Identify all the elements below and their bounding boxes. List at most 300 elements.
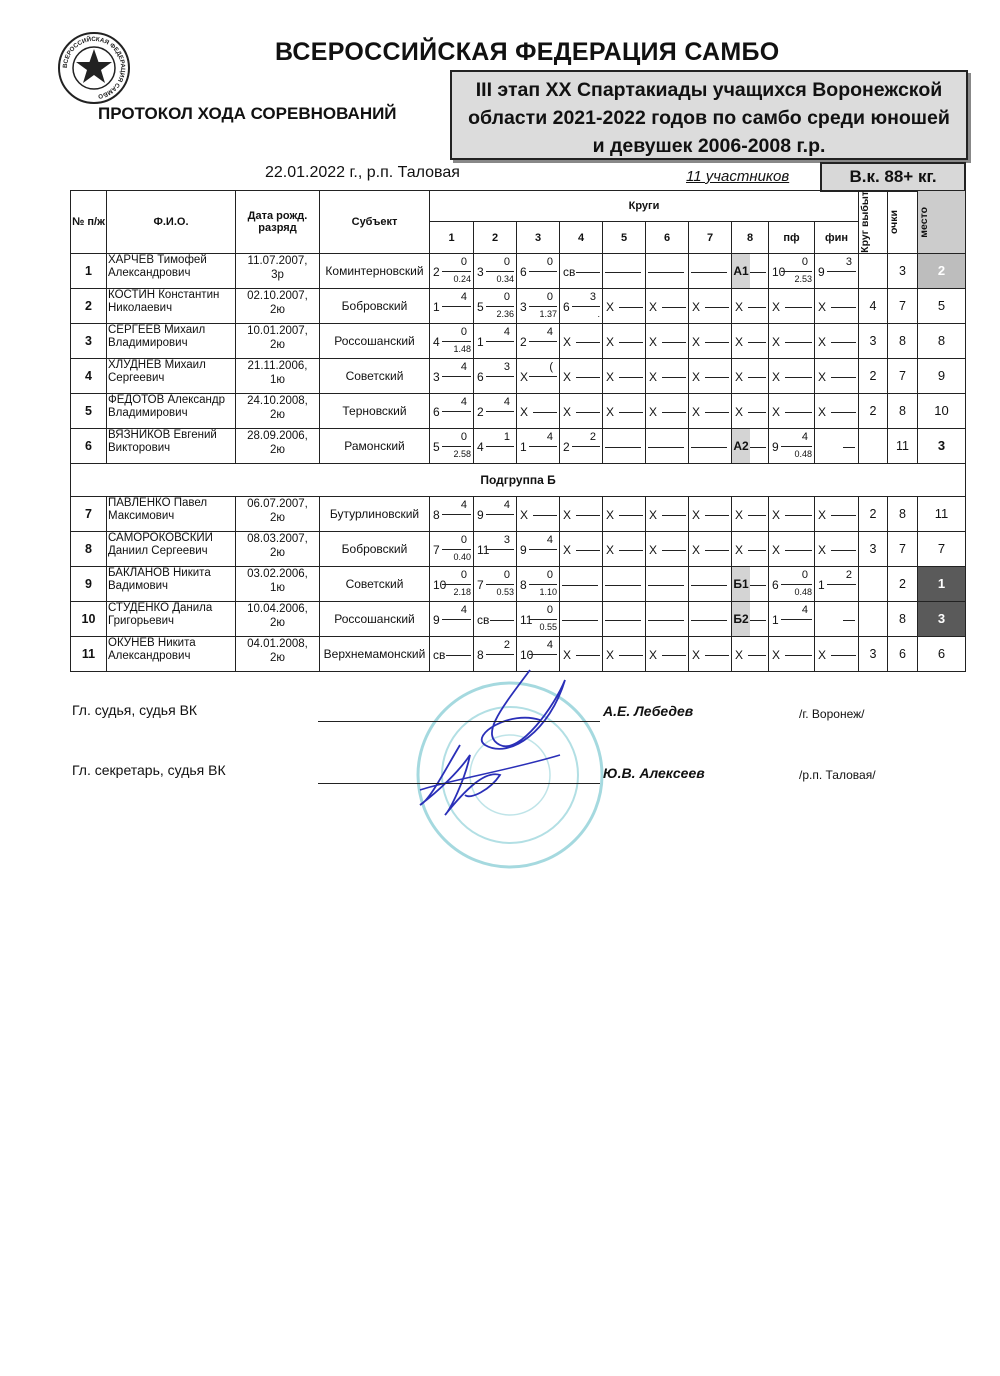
bout-score: 0 bbox=[460, 430, 467, 443]
sport-rank: 2ю bbox=[269, 651, 286, 664]
cell-mark: X bbox=[818, 369, 827, 384]
round-cell bbox=[689, 323, 732, 358]
patronymic: Сергеевич bbox=[108, 371, 165, 384]
round-cell bbox=[646, 358, 689, 393]
final-place: 1 bbox=[918, 566, 966, 601]
patronymic: Вадимович bbox=[108, 579, 169, 592]
round-cell bbox=[560, 323, 603, 358]
round-cell bbox=[769, 253, 815, 288]
birth-date: 02.10.2007, bbox=[247, 289, 308, 302]
opponent-number: 1 bbox=[477, 334, 484, 349]
cell-mark: X bbox=[772, 647, 781, 662]
bout-score: 4 bbox=[546, 533, 553, 546]
round-cell bbox=[732, 601, 769, 636]
cell-line bbox=[619, 307, 643, 308]
chief-judge-signature-line bbox=[318, 721, 600, 722]
round-cell bbox=[689, 636, 732, 671]
fraction-line bbox=[442, 376, 471, 377]
opponent-number: 1 bbox=[433, 299, 440, 314]
header-num: № п/ж bbox=[71, 191, 107, 254]
bout-score: 0 bbox=[546, 255, 553, 268]
patronymic: Викторович bbox=[108, 441, 171, 454]
bout-time: 2.53 bbox=[794, 273, 812, 284]
cell-line bbox=[662, 515, 686, 516]
bout-score: 0 bbox=[460, 255, 467, 268]
sport-rank: 2ю bbox=[269, 303, 286, 316]
points: 7 bbox=[888, 358, 918, 393]
header-subject: Субъект bbox=[320, 191, 430, 254]
patronymic: Николаевич bbox=[108, 301, 173, 314]
header-points-label: очки bbox=[888, 209, 901, 234]
round-cell bbox=[815, 358, 859, 393]
cell-line bbox=[705, 515, 729, 516]
birth-date-rank bbox=[236, 636, 320, 671]
event-title-line-1: III этап XX Спартакиады учащихся Воронежской bbox=[475, 79, 943, 101]
cell-mark: X bbox=[735, 404, 744, 419]
round-cell bbox=[603, 636, 646, 671]
bout-time: 0.24 bbox=[453, 273, 471, 284]
participant-number: 5 bbox=[71, 393, 107, 428]
points: 6 bbox=[888, 636, 918, 671]
round-cell bbox=[732, 288, 769, 323]
header-round: 7 bbox=[689, 222, 732, 253]
round-cell bbox=[474, 428, 517, 463]
opponent-number: 2 bbox=[563, 439, 570, 454]
round-cell bbox=[603, 288, 646, 323]
cell-mark: X bbox=[735, 647, 744, 662]
round-cell bbox=[474, 496, 517, 531]
participant-name bbox=[107, 601, 236, 636]
bout-score: 2 bbox=[845, 568, 853, 581]
cell-mark: св bbox=[433, 647, 446, 662]
bout-time: 1.48 bbox=[453, 343, 471, 354]
cell-mark: X bbox=[649, 404, 658, 419]
points: 8 bbox=[888, 601, 918, 636]
points: 8 bbox=[888, 393, 918, 428]
round-cell bbox=[815, 601, 859, 636]
opponent-number: 6 bbox=[477, 369, 484, 384]
round-cell bbox=[769, 428, 815, 463]
round-cell bbox=[517, 253, 560, 288]
cell-line bbox=[576, 515, 600, 516]
header-points bbox=[888, 191, 918, 254]
round-cell bbox=[689, 601, 732, 636]
round-cell bbox=[517, 323, 560, 358]
opponent-number: 6 bbox=[772, 577, 779, 592]
birth-date-rank bbox=[236, 358, 320, 393]
opponent-number: 10 bbox=[520, 647, 534, 662]
round-cell bbox=[815, 428, 859, 463]
cell-line bbox=[750, 585, 766, 586]
fraction-line bbox=[529, 376, 557, 377]
round-cell bbox=[603, 358, 646, 393]
round-cell bbox=[430, 531, 474, 566]
bout-score: 4 bbox=[460, 603, 467, 616]
points: 3 bbox=[888, 253, 918, 288]
participant-name bbox=[107, 636, 236, 671]
participant-number: 9 bbox=[71, 566, 107, 601]
bout-score: 0 bbox=[460, 533, 467, 546]
round-cell bbox=[517, 428, 560, 463]
round-cell bbox=[769, 288, 815, 323]
birth-date-rank bbox=[236, 531, 320, 566]
bout-time: 0.40 bbox=[453, 551, 471, 562]
cell-line bbox=[662, 377, 686, 378]
empty-dash bbox=[605, 272, 641, 273]
round-cell bbox=[560, 531, 603, 566]
round-cell bbox=[474, 601, 517, 636]
round-cell bbox=[474, 288, 517, 323]
chief-secretary-signature-line bbox=[318, 783, 600, 784]
empty-dash bbox=[648, 620, 684, 621]
bout-score: 4 bbox=[546, 325, 553, 338]
cell-mark: X bbox=[772, 404, 781, 419]
bout-score: 4 bbox=[503, 325, 510, 338]
bout-score: 3 bbox=[503, 360, 510, 373]
cell-line bbox=[785, 655, 812, 656]
bout-score: 1 bbox=[503, 430, 510, 443]
header-name: Ф.И.О. bbox=[107, 191, 236, 254]
chief-judge-city: /г. Воронеж/ bbox=[799, 707, 865, 721]
cell-line bbox=[662, 655, 686, 656]
round-cell bbox=[474, 358, 517, 393]
opponent-number: 1 bbox=[772, 612, 779, 627]
empty-dash bbox=[691, 585, 727, 586]
cell-mark: X bbox=[735, 507, 744, 522]
cell-mark: X bbox=[606, 647, 615, 662]
bout-score: 4 bbox=[460, 360, 467, 373]
opponent-number: 7 bbox=[433, 542, 440, 557]
birth-date-rank bbox=[236, 323, 320, 358]
chief-secretary-city: /р.п. Таловая/ bbox=[799, 768, 876, 782]
opponent-number: 5 bbox=[477, 299, 484, 314]
round-cell bbox=[646, 601, 689, 636]
cell-mark: X bbox=[818, 542, 827, 557]
patronymic: Владимирович bbox=[108, 406, 188, 419]
cell-line bbox=[748, 550, 766, 551]
opponent-number: 6 bbox=[563, 299, 570, 314]
round-cell bbox=[815, 393, 859, 428]
surname-given: КОСТИН Константин bbox=[108, 288, 220, 301]
bout-score: 4 bbox=[503, 395, 510, 408]
cell-mark: X bbox=[692, 369, 701, 384]
fraction-line bbox=[442, 446, 471, 447]
round-cell bbox=[560, 288, 603, 323]
round-out bbox=[859, 428, 888, 463]
round-cell bbox=[474, 323, 517, 358]
opponent-number: 8 bbox=[433, 507, 440, 522]
surname-given: БАКЛАНОВ Никита bbox=[108, 566, 211, 579]
birth-date: 24.10.2008, bbox=[247, 394, 308, 407]
header-out-round-label: Круг выбыт bbox=[859, 191, 872, 253]
round-cell bbox=[603, 428, 646, 463]
cell-line bbox=[748, 412, 766, 413]
signature-scribble bbox=[390, 647, 600, 830]
bout-time: 0.55 bbox=[539, 621, 557, 632]
cell-mark: X bbox=[818, 507, 827, 522]
bout-score: ( bbox=[549, 360, 553, 373]
birth-date: 21.11.2006, bbox=[247, 359, 308, 372]
empty-dash bbox=[691, 447, 727, 448]
date-place: 22.01.2022 г., р.п. Таловая bbox=[265, 164, 460, 181]
sport-rank: 2ю bbox=[269, 443, 286, 456]
participant-name bbox=[107, 566, 236, 601]
table-row bbox=[71, 288, 966, 323]
opponent-number: 11 bbox=[520, 612, 533, 627]
fraction-line bbox=[486, 341, 514, 342]
round-cell bbox=[430, 288, 474, 323]
cell-mark: X bbox=[649, 299, 658, 314]
participant-number: 8 bbox=[71, 531, 107, 566]
surname-given: ХЛУДНЕВ Михаил bbox=[108, 358, 206, 371]
fraction-line bbox=[442, 584, 471, 585]
round-cell bbox=[769, 636, 815, 671]
opponent-number: 10 bbox=[433, 577, 447, 592]
cell-mark: X bbox=[692, 542, 701, 557]
table-row bbox=[71, 253, 966, 288]
final-place: 3 bbox=[918, 428, 966, 463]
cell-mark: X bbox=[818, 334, 827, 349]
surname-given: ХАРЧЕВ Тимофей bbox=[108, 253, 207, 266]
round-cell bbox=[430, 323, 474, 358]
event-title-line-2: области 2021-2022 годов по самбо среди юношей bbox=[468, 107, 950, 129]
patronymic: Александрович bbox=[108, 266, 191, 279]
cell-line bbox=[490, 620, 514, 621]
cell-line bbox=[785, 412, 812, 413]
opponent-number: 8 bbox=[477, 647, 484, 662]
bout-score: 4 bbox=[460, 395, 467, 408]
round-cell bbox=[430, 566, 474, 601]
header-round: 6 bbox=[646, 222, 689, 253]
cell-line bbox=[662, 550, 686, 551]
cell-mark: X bbox=[649, 647, 658, 662]
empty-dash bbox=[562, 585, 598, 586]
cell-line bbox=[576, 412, 600, 413]
header-place bbox=[918, 191, 966, 254]
cell-line bbox=[831, 307, 856, 308]
table-row bbox=[71, 323, 966, 358]
empty-dash bbox=[648, 447, 684, 448]
empty-dash bbox=[605, 620, 641, 621]
round-out: 3 bbox=[859, 323, 888, 358]
opponent-number: 5 bbox=[433, 439, 440, 454]
round-cell bbox=[603, 323, 646, 358]
sport-rank: 2ю bbox=[269, 511, 286, 524]
bout-time: 1.10 bbox=[539, 586, 557, 597]
final-place: 10 bbox=[918, 393, 966, 428]
header-round: 4 bbox=[560, 222, 603, 253]
chief-secretary-name: Ю.В. Алексеев bbox=[603, 765, 705, 781]
round-cell bbox=[603, 253, 646, 288]
round-out: 2 bbox=[859, 393, 888, 428]
cell-mark: X bbox=[692, 647, 701, 662]
round-cell bbox=[732, 323, 769, 358]
cell-line bbox=[831, 377, 856, 378]
fraction-line bbox=[486, 584, 514, 585]
table-row bbox=[71, 496, 966, 531]
fraction-line bbox=[781, 619, 812, 620]
birth-date: 04.01.2008, bbox=[247, 637, 308, 650]
cell-mark: X bbox=[606, 299, 615, 314]
round-cell bbox=[732, 566, 769, 601]
round-cell bbox=[560, 496, 603, 531]
cell-line bbox=[750, 620, 766, 621]
round-out: 4 bbox=[859, 288, 888, 323]
fraction-line bbox=[486, 411, 514, 412]
round-cell bbox=[430, 358, 474, 393]
fraction-line bbox=[442, 341, 471, 342]
round-out bbox=[859, 601, 888, 636]
round-cell bbox=[646, 253, 689, 288]
cell-mark: X bbox=[735, 299, 744, 314]
final-place: 3 bbox=[918, 601, 966, 636]
cell-mark: X bbox=[772, 507, 781, 522]
fraction-line bbox=[781, 271, 812, 272]
cell-line bbox=[831, 550, 856, 551]
bout-time: 2.36 bbox=[496, 308, 514, 319]
cell-mark: X bbox=[735, 369, 744, 384]
bout-score: 4 bbox=[546, 430, 553, 443]
birth-date-rank bbox=[236, 393, 320, 428]
round-cell bbox=[517, 531, 560, 566]
weight-class: В.к. 88+ кг. bbox=[820, 162, 966, 192]
cell-line bbox=[662, 307, 686, 308]
protocol-title: ПРОТОКОЛ ХОДА СОРЕВНОВАНИЙ bbox=[98, 104, 397, 123]
header-round: пф bbox=[769, 222, 815, 253]
header-round: 5 bbox=[603, 222, 646, 253]
bout-score: 2 bbox=[589, 430, 596, 443]
round-out bbox=[859, 566, 888, 601]
round-cell bbox=[603, 393, 646, 428]
round-out: 3 bbox=[859, 636, 888, 671]
round-cell bbox=[517, 496, 560, 531]
round-cell bbox=[689, 566, 732, 601]
round-cell bbox=[646, 428, 689, 463]
cell-mark: X bbox=[606, 369, 615, 384]
opponent-number: 8 bbox=[520, 577, 527, 592]
cell-line bbox=[662, 342, 686, 343]
fraction-line bbox=[442, 514, 471, 515]
cell-line bbox=[576, 272, 600, 273]
cell-mark: X bbox=[692, 404, 701, 419]
round-cell bbox=[560, 253, 603, 288]
fraction-line bbox=[486, 549, 514, 550]
cell-mark: X bbox=[520, 404, 529, 419]
round-cell bbox=[732, 253, 769, 288]
cell-mark: X bbox=[772, 542, 781, 557]
bout-score: 0 bbox=[801, 568, 808, 581]
fraction-line bbox=[529, 306, 557, 307]
opponent-number: 11 bbox=[477, 542, 490, 557]
round-cell bbox=[769, 358, 815, 393]
event-title-line-3: и девушек 2006-2008 г.р. bbox=[592, 135, 826, 157]
birth-date: 10.04.2006, bbox=[247, 602, 308, 615]
round-cell bbox=[517, 358, 560, 393]
cell-mark: X bbox=[563, 647, 572, 662]
federation-logo bbox=[58, 32, 130, 104]
opponent-number: 9 bbox=[477, 507, 484, 522]
table-row bbox=[71, 358, 966, 393]
subject-region: Советский bbox=[320, 358, 430, 393]
cell-mark: X bbox=[818, 404, 827, 419]
fraction-line bbox=[529, 549, 557, 550]
cell-mark: X bbox=[563, 369, 572, 384]
round-cell bbox=[769, 496, 815, 531]
fraction-line bbox=[529, 446, 557, 447]
bout-time: 1.37 bbox=[539, 308, 557, 319]
sport-rank: 2ю bbox=[269, 546, 286, 559]
round-cell bbox=[560, 566, 603, 601]
bout-time: . bbox=[597, 308, 600, 319]
round-cell bbox=[646, 636, 689, 671]
cell-mark: X bbox=[692, 507, 701, 522]
opponent-number: 6 bbox=[433, 404, 440, 419]
star-icon bbox=[76, 49, 112, 83]
opponent-number: 2 bbox=[520, 334, 527, 349]
opponent-number: X bbox=[520, 369, 529, 384]
cell-mark: X bbox=[692, 299, 701, 314]
bout-score: 0 bbox=[460, 325, 467, 338]
round-cell bbox=[732, 428, 769, 463]
header-out-round bbox=[859, 191, 888, 254]
sport-rank: 2ю bbox=[269, 616, 286, 629]
subject-region: Верхнемамонский bbox=[320, 636, 430, 671]
header-round: 1 bbox=[430, 222, 474, 253]
cell-line bbox=[576, 342, 600, 343]
cell-mark: X bbox=[606, 404, 615, 419]
cell-line bbox=[748, 515, 766, 516]
birth-date: 28.09.2006, bbox=[247, 429, 308, 442]
bout-score: 3 bbox=[503, 533, 510, 546]
cell-line bbox=[619, 515, 643, 516]
subject-region: Россошанский bbox=[320, 323, 430, 358]
round-cell bbox=[603, 531, 646, 566]
round-out: 2 bbox=[859, 358, 888, 393]
subgroup-b-label: Подгруппа Б bbox=[71, 463, 966, 496]
opponent-number: 6 bbox=[520, 264, 527, 279]
round-cell bbox=[689, 358, 732, 393]
opponent-number: 9 bbox=[772, 439, 779, 454]
table-row bbox=[71, 428, 966, 463]
round-cell bbox=[732, 531, 769, 566]
birth-date: 03.02.2006, bbox=[247, 567, 308, 580]
round-out bbox=[859, 253, 888, 288]
round-cell bbox=[689, 531, 732, 566]
round-cell bbox=[430, 601, 474, 636]
opponent-number: 10 bbox=[772, 264, 786, 279]
fraction-line bbox=[442, 411, 471, 412]
cell-mark: X bbox=[772, 369, 781, 384]
cell-mark: X bbox=[563, 334, 572, 349]
fraction-line bbox=[486, 271, 514, 272]
opponent-number: 3 bbox=[520, 299, 527, 314]
round-cell bbox=[474, 566, 517, 601]
participant-number: 4 bbox=[71, 358, 107, 393]
bout-score: 4 bbox=[801, 430, 808, 443]
cell-mark: X bbox=[692, 334, 701, 349]
round-cell bbox=[732, 393, 769, 428]
points: 2 bbox=[888, 566, 918, 601]
birth-date: 06.07.2007, bbox=[247, 497, 308, 510]
cell-line bbox=[576, 550, 600, 551]
surname-given: ФЕДОТОВ Александр bbox=[108, 393, 226, 406]
fraction-line bbox=[442, 306, 471, 307]
participant-number: 3 bbox=[71, 323, 107, 358]
group-seed: А2 bbox=[732, 429, 750, 463]
bout-score: 4 bbox=[460, 498, 467, 511]
round-cell bbox=[815, 636, 859, 671]
points: 7 bbox=[888, 288, 918, 323]
